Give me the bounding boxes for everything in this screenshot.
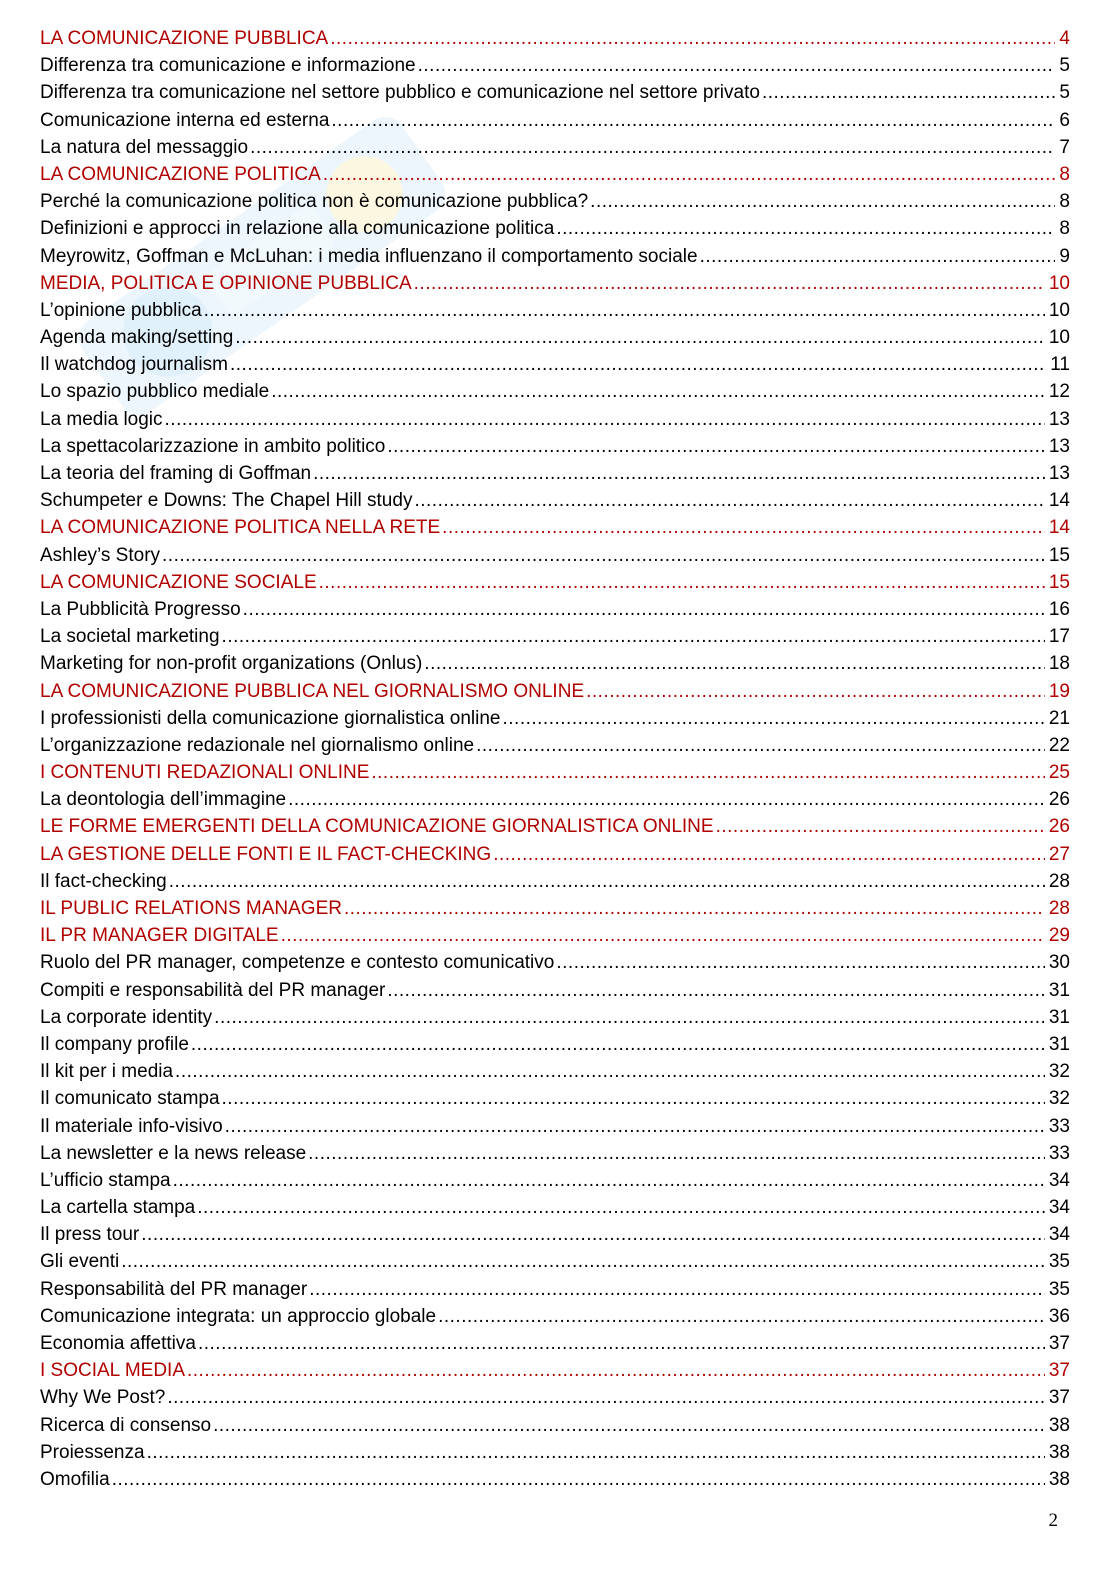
dot-leader xyxy=(167,1384,1045,1411)
toc-entry-page: 22 xyxy=(1048,734,1070,756)
toc-entry[interactable] xyxy=(40,351,1070,378)
dot-leader xyxy=(418,52,1056,79)
toc-section-heading[interactable] xyxy=(40,813,1070,840)
toc-entry[interactable] xyxy=(40,949,1070,976)
toc-entry[interactable] xyxy=(40,243,1070,270)
dot-leader xyxy=(191,1031,1045,1058)
toc-entry-title: Il kit per i media xyxy=(40,1061,174,1083)
page-number: 2 xyxy=(1048,1510,1058,1531)
dot-leader xyxy=(121,1248,1045,1275)
toc-entry-title: Meyrowitz, Goffman e McLuhan: i media influenzano il comportamento sociale xyxy=(40,245,698,267)
toc-entry-title: MEDIA, POLITICA E OPINIONE PUBBLICA xyxy=(40,272,412,294)
dot-leader xyxy=(288,786,1045,813)
dot-leader xyxy=(187,1357,1045,1384)
dot-leader xyxy=(235,324,1045,351)
toc-entry-page: 8 xyxy=(1059,218,1070,240)
toc-entry[interactable] xyxy=(40,977,1070,1004)
dot-leader xyxy=(281,922,1045,949)
toc-entry[interactable] xyxy=(40,487,1070,514)
toc-entry-title: Economia affettiva xyxy=(40,1333,196,1354)
toc-entry[interactable] xyxy=(40,1384,1070,1411)
toc-entry-title: Agenda making/setting xyxy=(40,327,234,349)
dot-leader xyxy=(213,1412,1045,1439)
toc-section-heading[interactable] xyxy=(40,514,1070,541)
toc-entry-page: 28 xyxy=(1048,870,1070,892)
toc-entry-page: 26 xyxy=(1048,789,1070,811)
toc-entry-title: I CONTENUTI REDAZIONALI ONLINE xyxy=(40,762,370,784)
toc-entry-page: 25 xyxy=(1048,762,1070,784)
toc-entry-title: La spettacolarizzazione in ambito politico xyxy=(40,435,386,457)
dot-leader xyxy=(162,542,1045,569)
dot-leader xyxy=(438,1303,1045,1330)
toc-entry[interactable] xyxy=(40,1303,1070,1330)
dot-leader xyxy=(414,270,1045,297)
toc-section-heading[interactable] xyxy=(40,25,1070,52)
toc-entry-page: 32 xyxy=(1048,1061,1070,1083)
toc-entry-page: 28 xyxy=(1048,898,1070,919)
toc-entry-page: 37 xyxy=(1048,1387,1070,1409)
dot-leader xyxy=(424,650,1045,677)
toc-entry-title: LA COMUNICAZIONE POLITICA xyxy=(40,163,321,185)
toc-entry-page: 35 xyxy=(1048,1278,1070,1300)
toc-entry[interactable] xyxy=(40,406,1070,433)
toc-entry-page: 6 xyxy=(1059,109,1070,131)
toc-entry[interactable] xyxy=(40,1412,1070,1439)
dot-leader xyxy=(387,433,1045,460)
toc-section-heading[interactable] xyxy=(40,759,1070,786)
dot-leader xyxy=(493,841,1045,868)
toc-entry-title: La cartella stampa xyxy=(40,1197,196,1219)
toc-entry-title: IL PR MANAGER DIGITALE xyxy=(40,925,279,947)
dot-leader xyxy=(243,596,1045,623)
toc-entry-title: Omofilia xyxy=(40,1468,110,1490)
toc-entry-title: LA COMUNICAZIONE PUBBLICA xyxy=(40,28,329,49)
dot-leader xyxy=(556,215,1055,242)
toc-section-heading[interactable] xyxy=(40,922,1070,949)
dot-leader xyxy=(387,977,1045,1004)
dot-leader xyxy=(330,25,1055,52)
toc-entry-page: 10 xyxy=(1048,299,1070,321)
toc-entry-title: Comunicazione integrata: un approccio globale xyxy=(40,1305,437,1327)
toc-entry-page: 15 xyxy=(1048,544,1070,566)
toc-entry[interactable] xyxy=(40,786,1070,813)
toc-entry-page: 14 xyxy=(1048,517,1070,539)
toc-entry-page: 14 xyxy=(1048,490,1070,512)
dot-leader xyxy=(590,188,1055,215)
toc-entry-page: 15 xyxy=(1048,571,1070,593)
toc-entry[interactable] xyxy=(40,433,1070,460)
toc-entry[interactable] xyxy=(40,1276,1070,1303)
toc-entry-page: 5 xyxy=(1059,55,1070,77)
dot-leader xyxy=(716,813,1045,840)
toc-entry-page: 37 xyxy=(1048,1360,1070,1382)
toc-entry-title: LE FORME EMERGENTI DELLA COMUNICAZIONE GIORNALISTICA ONLINE xyxy=(40,816,714,838)
dot-leader xyxy=(214,1004,1045,1031)
toc-section-heading[interactable] xyxy=(40,569,1070,596)
dot-leader xyxy=(204,297,1045,324)
dot-leader xyxy=(112,1466,1045,1493)
dot-leader xyxy=(230,351,1046,378)
toc-entry-page: 11 xyxy=(1050,354,1070,376)
dot-leader xyxy=(271,378,1045,405)
toc-entry[interactable] xyxy=(40,107,1070,134)
toc-entry-page: 33 xyxy=(1048,1115,1070,1137)
dot-leader xyxy=(141,1221,1045,1248)
toc-entry-title: Ashley’s Story xyxy=(40,544,161,566)
toc-entry-page: 5 xyxy=(1059,82,1070,104)
dot-leader xyxy=(147,1439,1045,1466)
toc-entry-title: La corporate identity xyxy=(40,1006,213,1028)
toc-section-heading[interactable] xyxy=(40,841,1070,868)
toc-entry-title: La deontologia dell’immagine xyxy=(40,789,287,811)
dot-leader xyxy=(700,243,1056,270)
toc-entry[interactable] xyxy=(40,1113,1070,1140)
toc-entry-title: LA COMUNICAZIONE PUBBLICA NEL GIORNALISMO ONLINE xyxy=(40,680,585,702)
dot-leader xyxy=(222,1085,1045,1112)
toc-entry[interactable] xyxy=(40,79,1070,106)
toc-entry-page: 19 xyxy=(1048,680,1070,702)
toc-entry-page: 37 xyxy=(1048,1333,1070,1354)
toc-entry-title: Il press tour xyxy=(40,1224,140,1246)
toc-entry[interactable] xyxy=(40,1330,1070,1357)
toc-entry-title: IL PUBLIC RELATIONS MANAGER xyxy=(40,898,342,919)
dot-leader xyxy=(442,514,1045,541)
toc-entry-title: Compiti e responsabilità del PR manager xyxy=(40,979,386,1001)
toc-entry-title: La media logic xyxy=(40,408,163,430)
toc-entry[interactable] xyxy=(40,1004,1070,1031)
toc-section-heading[interactable] xyxy=(40,1357,1070,1384)
toc-entry-title: Definizioni e approcci in relazione alla comunicazione politica xyxy=(40,218,555,240)
toc-entry-title: La Pubblicità Progresso xyxy=(40,598,241,620)
dot-leader xyxy=(250,134,1055,161)
toc-entry-title: Ricerca di consenso xyxy=(40,1414,212,1436)
toc-entry-page: 32 xyxy=(1048,1088,1070,1110)
toc-entry[interactable] xyxy=(40,650,1070,677)
toc-entry-page: 16 xyxy=(1048,598,1070,620)
toc-entry[interactable] xyxy=(40,52,1070,79)
toc-entry-page: 8 xyxy=(1059,191,1070,213)
toc-entry-page: 18 xyxy=(1048,653,1070,675)
toc-entry-title: LA COMUNICAZIONE SOCIALE xyxy=(40,571,317,593)
toc-entry-title: L’organizzazione redazionale nel giornalismo online xyxy=(40,734,475,756)
dot-leader xyxy=(165,406,1045,433)
toc-entry-page: 34 xyxy=(1048,1197,1070,1219)
toc-entry-title: Marketing for non-profit organizations (Onlus) xyxy=(40,653,423,675)
dot-leader xyxy=(175,1058,1045,1085)
dot-leader xyxy=(319,569,1045,596)
toc-entry-title: I professionisti della comunicazione giornalistica online xyxy=(40,707,501,729)
toc-entry[interactable] xyxy=(40,215,1070,242)
toc-entry-title: Schumpeter e Downs: The Chapel Hill study xyxy=(40,490,413,512)
toc-entry[interactable] xyxy=(40,1031,1070,1058)
toc-entry-page: 4 xyxy=(1059,28,1070,49)
toc-entry[interactable] xyxy=(40,188,1070,215)
toc-entry-page: 10 xyxy=(1048,327,1070,349)
toc-entry-title: L’opinione pubblica xyxy=(40,299,202,321)
toc-entry[interactable] xyxy=(40,705,1070,732)
toc-entry-title: Gli eventi xyxy=(40,1251,120,1273)
toc-entry-page: 17 xyxy=(1048,626,1070,648)
toc-entry[interactable] xyxy=(40,1194,1070,1221)
dot-leader xyxy=(313,460,1045,487)
toc-entry-title: La societal marketing xyxy=(40,626,220,648)
toc-entry[interactable] xyxy=(40,297,1070,324)
toc-entry-title: Responsabilità del PR manager xyxy=(40,1278,308,1300)
toc-entry-page: 29 xyxy=(1048,925,1070,947)
toc-entry-title: I SOCIAL MEDIA xyxy=(40,1360,185,1382)
toc-entry[interactable] xyxy=(40,378,1070,405)
toc-entry-title: La natura del messaggio xyxy=(40,136,249,158)
toc-entry-page: 38 xyxy=(1048,1468,1070,1490)
toc-entry-page: 31 xyxy=(1048,1033,1070,1055)
dot-leader xyxy=(222,623,1045,650)
dot-leader xyxy=(762,79,1055,106)
toc-entry[interactable] xyxy=(40,1248,1070,1275)
toc-entry[interactable] xyxy=(40,1140,1070,1167)
dot-leader xyxy=(173,1167,1045,1194)
dot-leader xyxy=(331,107,1055,134)
toc-entry[interactable] xyxy=(40,732,1070,759)
toc-entry-page: 31 xyxy=(1048,1006,1070,1028)
dot-leader xyxy=(414,487,1044,514)
toc-entry-page: 34 xyxy=(1048,1169,1070,1191)
toc-section-heading[interactable] xyxy=(40,895,1070,922)
toc-entry-title: La teoria del framing di Goffman xyxy=(40,463,312,484)
toc-entry-title: Differenza tra comunicazione nel settore pubblico e comunicazione nel settore privato xyxy=(40,82,760,104)
toc-section-heading[interactable] xyxy=(40,678,1070,705)
toc-entry-title: LA GESTIONE DELLE FONTI E IL FACT-CHECKING xyxy=(40,843,492,865)
dot-leader xyxy=(225,1113,1045,1140)
toc-entry-title: Why We Post? xyxy=(40,1387,166,1409)
dot-leader xyxy=(586,678,1045,705)
toc-entry-title: La newsletter e la news release xyxy=(40,1142,307,1164)
toc-entry-title: LA COMUNICAZIONE POLITICA NELLA RETE xyxy=(40,517,441,539)
toc-entry-page: 8 xyxy=(1059,163,1070,185)
toc-entry-title: Il comunicato stampa xyxy=(40,1088,220,1110)
toc-entry[interactable] xyxy=(40,542,1070,569)
toc-entry-page: 9 xyxy=(1059,245,1070,267)
dot-leader xyxy=(344,895,1045,922)
toc-entry-page: 21 xyxy=(1048,707,1070,729)
toc-entry-page: 34 xyxy=(1048,1224,1070,1246)
toc-entry-page: 27 xyxy=(1048,843,1070,865)
dot-leader xyxy=(556,949,1045,976)
toc-entry[interactable] xyxy=(40,134,1070,161)
toc-entry-page: 38 xyxy=(1048,1414,1070,1436)
toc-entry[interactable] xyxy=(40,1085,1070,1112)
dot-leader xyxy=(502,705,1044,732)
toc-entry-title: Il company profile xyxy=(40,1033,189,1055)
toc-entry-title: Il watchdog journalism xyxy=(40,354,228,376)
dot-leader xyxy=(197,1194,1045,1221)
toc-entry-title: Differenza tra comunicazione e informazione xyxy=(40,55,416,77)
table-of-contents xyxy=(40,25,1070,1493)
toc-entry[interactable] xyxy=(40,1221,1070,1248)
toc-entry-page: 13 xyxy=(1048,408,1070,430)
toc-entry-page: 13 xyxy=(1048,463,1070,484)
toc-entry-page: 10 xyxy=(1048,272,1070,294)
toc-section-heading[interactable] xyxy=(40,161,1070,188)
toc-entry[interactable] xyxy=(40,1167,1070,1194)
toc-entry-title: Comunicazione interna ed esterna xyxy=(40,109,330,131)
dot-leader xyxy=(169,868,1045,895)
toc-entry-page: 13 xyxy=(1048,435,1070,457)
toc-entry-page: 7 xyxy=(1059,136,1070,158)
toc-entry[interactable] xyxy=(40,324,1070,351)
toc-entry-title: Lo spazio pubblico mediale xyxy=(40,381,270,403)
toc-entry-page: 26 xyxy=(1048,816,1070,838)
dot-leader xyxy=(323,161,1056,188)
toc-entry[interactable] xyxy=(40,868,1070,895)
toc-entry-page: 31 xyxy=(1048,979,1070,1001)
toc-entry-title: L’ufficio stampa xyxy=(40,1169,171,1191)
dot-leader xyxy=(476,732,1045,759)
toc-entry[interactable] xyxy=(40,623,1070,650)
toc-entry-title: Perché la comunicazione politica non è comunicazione pubblica? xyxy=(40,191,589,213)
dot-leader xyxy=(309,1276,1045,1303)
toc-entry[interactable] xyxy=(40,1466,1070,1493)
toc-entry-page: 12 xyxy=(1048,381,1070,403)
toc-entry[interactable] xyxy=(40,460,1070,487)
dot-leader xyxy=(371,759,1044,786)
toc-entry-title: Ruolo del PR manager, competenze e contesto comunicativo xyxy=(40,952,555,974)
toc-entry[interactable] xyxy=(40,1058,1070,1085)
toc-entry-title: Il fact-checking xyxy=(40,870,167,892)
dot-leader xyxy=(198,1330,1045,1357)
toc-entry-page: 33 xyxy=(1048,1142,1070,1164)
toc-entry-page: 36 xyxy=(1048,1305,1070,1327)
toc-entry-page: 38 xyxy=(1048,1441,1070,1463)
toc-section-heading[interactable] xyxy=(40,270,1070,297)
toc-entry-page: 35 xyxy=(1048,1251,1070,1273)
toc-entry-title: Proiessenza xyxy=(40,1441,145,1463)
toc-entry[interactable] xyxy=(40,596,1070,623)
toc-entry[interactable] xyxy=(40,1439,1070,1466)
toc-entry-title: Il materiale info-visivo xyxy=(40,1115,223,1137)
dot-leader xyxy=(308,1140,1045,1167)
toc-entry-page: 30 xyxy=(1048,952,1070,974)
